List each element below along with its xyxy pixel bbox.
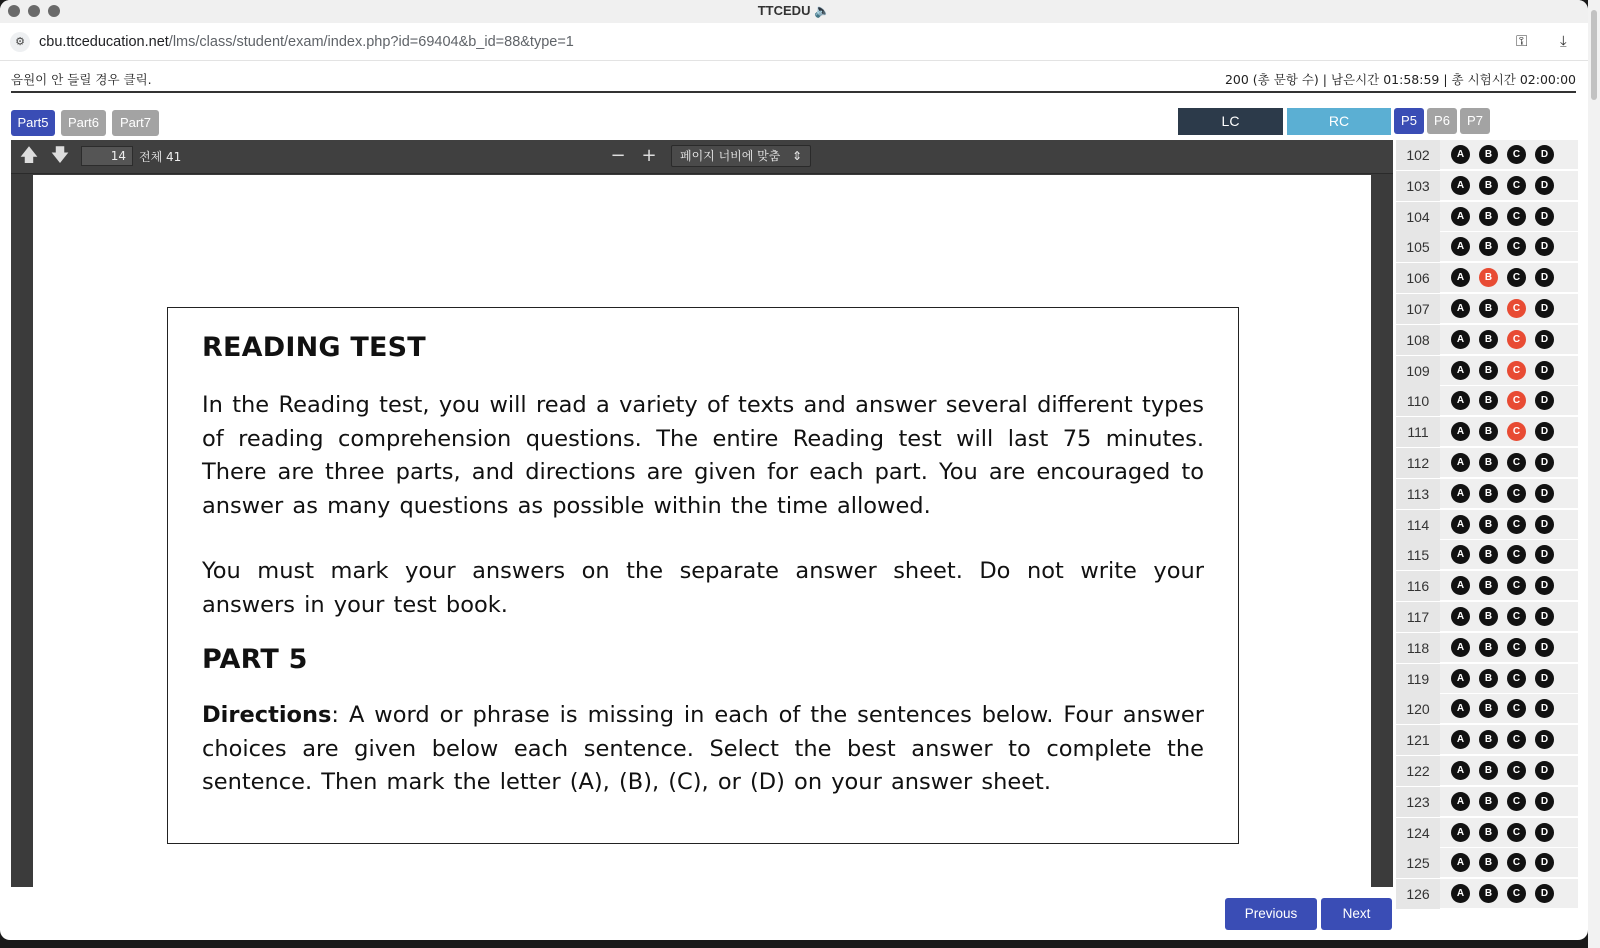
- answer-bubble-c[interactable]: C: [1507, 391, 1526, 410]
- previous-button[interactable]: Previous: [1225, 898, 1317, 930]
- directions-label: Directions: [202, 702, 332, 728]
- answer-bubble-b[interactable]: B: [1479, 330, 1498, 349]
- answer-bubble-a[interactable]: A: [1451, 792, 1470, 811]
- answer-bubble-d[interactable]: D: [1535, 422, 1554, 441]
- answer-bubble-a[interactable]: A: [1451, 669, 1470, 688]
- answer-row: [1396, 325, 1578, 355]
- question-number: 109: [1396, 356, 1440, 386]
- select-arrow-icon: ⇕: [791, 149, 802, 163]
- answer-bubble-c[interactable]: C: [1507, 669, 1526, 688]
- answer-bubble-b[interactable]: B: [1479, 853, 1498, 872]
- answer-bubble-d[interactable]: D: [1535, 330, 1554, 349]
- answer-row: [1396, 294, 1578, 324]
- answer-bubble-d[interactable]: D: [1535, 361, 1554, 380]
- answer-bubble-a[interactable]: A: [1451, 237, 1470, 256]
- answer-bubble-b[interactable]: B: [1479, 669, 1498, 688]
- answer-bubble-b[interactable]: B: [1479, 453, 1498, 472]
- answer-bubble-b[interactable]: B: [1479, 299, 1498, 318]
- answer-bubble-a[interactable]: A: [1451, 638, 1470, 657]
- intro-paragraph: In the Reading test, you will read a variety of texts and answer several different types of reading comprehension questions. The entire Reading test will last 75 minutes. There are three parts, and directions are given for each part. You are encouraged to answer as many questions as possible within the time allowed.: [202, 392, 1204, 519]
- tab-p5[interactable]: P5: [1394, 108, 1424, 134]
- answer-bubble-a[interactable]: A: [1451, 823, 1470, 842]
- answer-bubble-d[interactable]: D: [1535, 207, 1554, 226]
- answer-bubble-b[interactable]: B: [1479, 484, 1498, 503]
- question-number: 124: [1396, 818, 1440, 848]
- answer-bubble-a[interactable]: A: [1451, 484, 1470, 503]
- question-number: 102: [1396, 140, 1440, 170]
- answer-bubble-a[interactable]: A: [1451, 607, 1470, 626]
- answer-bubble-d[interactable]: D: [1535, 730, 1554, 749]
- download-icon[interactable]: ⤓: [1560, 32, 1567, 50]
- pdf-page: [33, 175, 1371, 887]
- answer-row: [1396, 263, 1578, 293]
- exam-timer-info: 200 (총 문항 수) | 남은시간 01:58:59 | 총 시험시간 02:00:00: [1224, 72, 1576, 87]
- answer-bubble-a[interactable]: A: [1451, 207, 1470, 226]
- answer-row: [1396, 386, 1578, 416]
- tab-part6[interactable]: Part6: [61, 110, 106, 136]
- answer-bubble-d[interactable]: D: [1535, 792, 1554, 811]
- answer-bubble-d[interactable]: D: [1535, 884, 1554, 903]
- zoom-out-button[interactable]: −: [610, 145, 626, 166]
- question-number: 125: [1396, 848, 1440, 878]
- answer-bubble-d[interactable]: D: [1535, 268, 1554, 287]
- question-number: 117: [1396, 602, 1440, 632]
- answer-bubble-c[interactable]: C: [1507, 638, 1526, 657]
- answer-bubble-b[interactable]: B: [1479, 823, 1498, 842]
- answer-bubble-d[interactable]: D: [1535, 545, 1554, 564]
- answer-bubble-d[interactable]: D: [1535, 853, 1554, 872]
- question-number: 121: [1396, 725, 1440, 755]
- answer-bubble-c[interactable]: C: [1507, 176, 1526, 195]
- answer-bubble-a[interactable]: A: [1451, 176, 1470, 195]
- answer-bubble-c[interactable]: C: [1507, 453, 1526, 472]
- question-number: 107: [1396, 294, 1440, 324]
- answer-row: [1396, 356, 1578, 386]
- answer-row: [1396, 510, 1578, 540]
- title-bar: [0, 0, 1588, 23]
- page-number-input[interactable]: 14: [81, 146, 133, 166]
- answer-bubble-c[interactable]: C: [1507, 145, 1526, 164]
- reading-test-heading: READING TEST: [202, 332, 426, 363]
- answer-bubble-c[interactable]: C: [1507, 823, 1526, 842]
- answer-bubble-b[interactable]: B: [1479, 761, 1498, 780]
- answer-bubble-a[interactable]: A: [1451, 422, 1470, 441]
- answer-row: [1396, 848, 1578, 878]
- answer-bubble-a[interactable]: A: [1451, 545, 1470, 564]
- answer-bubble-d[interactable]: D: [1535, 761, 1554, 780]
- answer-bubble-d[interactable]: D: [1535, 607, 1554, 626]
- answer-bubble-c[interactable]: C: [1507, 730, 1526, 749]
- address-bar[interactable]: [0, 23, 1588, 61]
- question-number: 103: [1396, 171, 1440, 201]
- question-number: 104: [1396, 202, 1440, 232]
- answer-bubble-a[interactable]: A: [1451, 761, 1470, 780]
- answer-bubble-a[interactable]: A: [1451, 330, 1470, 349]
- answer-bubble-d[interactable]: D: [1535, 237, 1554, 256]
- answer-sheet: [1396, 140, 1578, 906]
- answer-bubble-a[interactable]: A: [1451, 453, 1470, 472]
- next-page-icon[interactable]: 🡇: [50, 145, 70, 166]
- question-number: 106: [1396, 263, 1440, 293]
- answer-row: [1396, 232, 1578, 262]
- answer-bubble-c[interactable]: C: [1507, 207, 1526, 226]
- tab-part5[interactable]: Part5: [11, 110, 55, 136]
- answer-bubble-c[interactable]: C: [1507, 853, 1526, 872]
- tab-p7[interactable]: P7: [1460, 108, 1490, 134]
- previous-page-icon[interactable]: 🡅: [19, 145, 39, 166]
- answer-bubble-d[interactable]: D: [1535, 515, 1554, 534]
- question-number: 113: [1396, 479, 1440, 509]
- key-icon[interactable]: ⚿: [1516, 32, 1528, 50]
- question-number: 122: [1396, 756, 1440, 786]
- answer-bubble-b[interactable]: B: [1479, 207, 1498, 226]
- answer-bubble-c[interactable]: C: [1507, 299, 1526, 318]
- answer-bubble-a[interactable]: A: [1451, 515, 1470, 534]
- answer-bubble-a[interactable]: A: [1451, 699, 1470, 718]
- zoom-select-value: 페이지 너비에 맞춤: [680, 149, 781, 163]
- answer-bubble-a[interactable]: A: [1451, 853, 1470, 872]
- question-number: 119: [1396, 664, 1440, 694]
- tab-part7[interactable]: Part7: [112, 110, 159, 136]
- pdf-viewer: [11, 140, 1393, 887]
- question-number: 126: [1396, 879, 1440, 909]
- answer-row: [1396, 417, 1578, 447]
- answer-row: [1396, 787, 1578, 817]
- site-settings-icon[interactable]: ⚙: [10, 32, 30, 52]
- zoom-select[interactable]: [671, 145, 811, 167]
- answer-bubble-d[interactable]: D: [1535, 299, 1554, 318]
- answer-bubble-d[interactable]: D: [1535, 823, 1554, 842]
- window-title: TTCEDU 🔈: [757, 3, 831, 18]
- instruction-paragraph: You must mark your answers on the separate answer sheet. Do not write your answers in your test book.: [202, 558, 1204, 618]
- answer-bubble-d[interactable]: D: [1535, 176, 1554, 195]
- answer-bubble-a[interactable]: A: [1451, 268, 1470, 287]
- question-number: 116: [1396, 571, 1440, 601]
- answer-bubble-c[interactable]: C: [1507, 237, 1526, 256]
- answer-bubble-a[interactable]: A: [1451, 730, 1470, 749]
- tab-p6[interactable]: P6: [1427, 108, 1457, 134]
- answer-bubble-b[interactable]: B: [1479, 145, 1498, 164]
- answer-bubble-c[interactable]: C: [1507, 576, 1526, 595]
- answer-bubble-b[interactable]: B: [1479, 391, 1498, 410]
- answer-bubble-b[interactable]: B: [1479, 576, 1498, 595]
- answer-bubble-c[interactable]: C: [1507, 361, 1526, 380]
- url-host: cbu.ttceducation.net: [39, 34, 169, 50]
- answer-bubble-c[interactable]: C: [1507, 515, 1526, 534]
- question-number: 108: [1396, 325, 1440, 355]
- question-number: 111: [1396, 417, 1440, 447]
- answer-row: [1396, 540, 1578, 570]
- answer-bubble-b[interactable]: B: [1479, 607, 1498, 626]
- answer-bubble-c[interactable]: C: [1507, 330, 1526, 349]
- answer-row: [1396, 756, 1578, 786]
- answer-row: [1396, 879, 1578, 909]
- question-number: 114: [1396, 510, 1440, 540]
- answer-bubble-c[interactable]: C: [1507, 484, 1526, 503]
- answer-bubble-c[interactable]: C: [1507, 607, 1526, 626]
- answer-row: [1396, 633, 1578, 663]
- answer-bubble-a[interactable]: A: [1451, 299, 1470, 318]
- answer-bubble-b[interactable]: B: [1479, 237, 1498, 256]
- answer-row: [1396, 571, 1578, 601]
- answer-row: [1396, 818, 1578, 848]
- answer-row: [1396, 140, 1578, 170]
- directions-paragraph: [202, 699, 1204, 800]
- answer-bubble-d[interactable]: D: [1535, 699, 1554, 718]
- answer-bubble-a[interactable]: A: [1451, 391, 1470, 410]
- answer-bubble-d[interactable]: D: [1535, 453, 1554, 472]
- question-number: 115: [1396, 540, 1440, 570]
- answer-bubble-d[interactable]: D: [1535, 145, 1554, 164]
- answer-bubble-c[interactable]: C: [1507, 884, 1526, 903]
- answer-bubble-c[interactable]: C: [1507, 761, 1526, 780]
- answer-bubble-a[interactable]: A: [1451, 361, 1470, 380]
- url-path: /lms/class/student/exam/index.php?id=69404&b_id=88&type=1: [168, 34, 574, 50]
- rc-section-button[interactable]: RC: [1287, 108, 1391, 135]
- question-number: 123: [1396, 787, 1440, 817]
- answer-bubble-d[interactable]: D: [1535, 669, 1554, 688]
- next-button[interactable]: Next: [1321, 898, 1392, 930]
- exam-info-bar: [11, 61, 1576, 93]
- lc-section-button[interactable]: LC: [1178, 108, 1283, 135]
- scrollbar-thumb[interactable]: [1591, 10, 1597, 100]
- answer-bubble-d[interactable]: D: [1535, 576, 1554, 595]
- answer-bubble-d[interactable]: D: [1535, 638, 1554, 657]
- question-number: 110: [1396, 386, 1440, 416]
- answer-bubble-d[interactable]: D: [1535, 484, 1554, 503]
- answer-row: [1396, 725, 1578, 755]
- answer-bubble-c[interactable]: C: [1507, 268, 1526, 287]
- answer-row: [1396, 479, 1578, 509]
- answer-bubble-b[interactable]: B: [1479, 638, 1498, 657]
- answer-bubble-b[interactable]: B: [1479, 361, 1498, 380]
- audio-help-link[interactable]: 음원이 안 들릴 경우 클릭.: [11, 72, 152, 87]
- answer-bubble-a[interactable]: A: [1451, 576, 1470, 595]
- answer-bubble-b[interactable]: B: [1479, 792, 1498, 811]
- answer-row: [1396, 664, 1578, 694]
- answer-bubble-d[interactable]: D: [1535, 391, 1554, 410]
- answer-bubble-c[interactable]: C: [1507, 699, 1526, 718]
- answer-bubble-b[interactable]: B: [1479, 268, 1498, 287]
- reading-instructions-box: [167, 307, 1239, 844]
- answer-bubble-b[interactable]: B: [1479, 422, 1498, 441]
- answer-bubble-b[interactable]: B: [1479, 515, 1498, 534]
- url-text[interactable]: [39, 34, 574, 50]
- question-number: 118: [1396, 633, 1440, 663]
- answer-row: [1396, 602, 1578, 632]
- answer-bubble-c[interactable]: C: [1507, 792, 1526, 811]
- pdf-toolbar: [11, 140, 1393, 174]
- answer-bubble-b[interactable]: B: [1479, 545, 1498, 564]
- answer-row: [1396, 171, 1578, 201]
- answer-bubble-c[interactable]: C: [1507, 545, 1526, 564]
- answer-bubble-b[interactable]: B: [1479, 730, 1498, 749]
- answer-bubble-a[interactable]: A: [1451, 884, 1470, 903]
- question-number: 105: [1396, 232, 1440, 262]
- answer-bubble-a[interactable]: A: [1451, 145, 1470, 164]
- answer-bubble-b[interactable]: B: [1479, 699, 1498, 718]
- answer-row: [1396, 448, 1578, 478]
- answer-bubble-b[interactable]: B: [1479, 884, 1498, 903]
- question-number: 112: [1396, 448, 1440, 478]
- answer-row: [1396, 694, 1578, 724]
- answer-bubble-c[interactable]: C: [1507, 422, 1526, 441]
- answer-bubble-b[interactable]: B: [1479, 176, 1498, 195]
- directions-text: : A word or phrase is missing in each of the sentences below. Four answer choices are given below each sentence. Select the best answer to complete the sentence. Then mark the letter (A), (B), (C), or (D) on your answer sheet.: [202, 702, 1204, 795]
- question-number: 120: [1396, 694, 1440, 724]
- part5-heading: PART 5: [202, 644, 308, 675]
- zoom-in-button[interactable]: +: [641, 145, 657, 166]
- page-total: 전체 41: [139, 150, 182, 164]
- page-scrollbar[interactable]: [1588, 0, 1600, 948]
- answer-row: [1396, 202, 1578, 232]
